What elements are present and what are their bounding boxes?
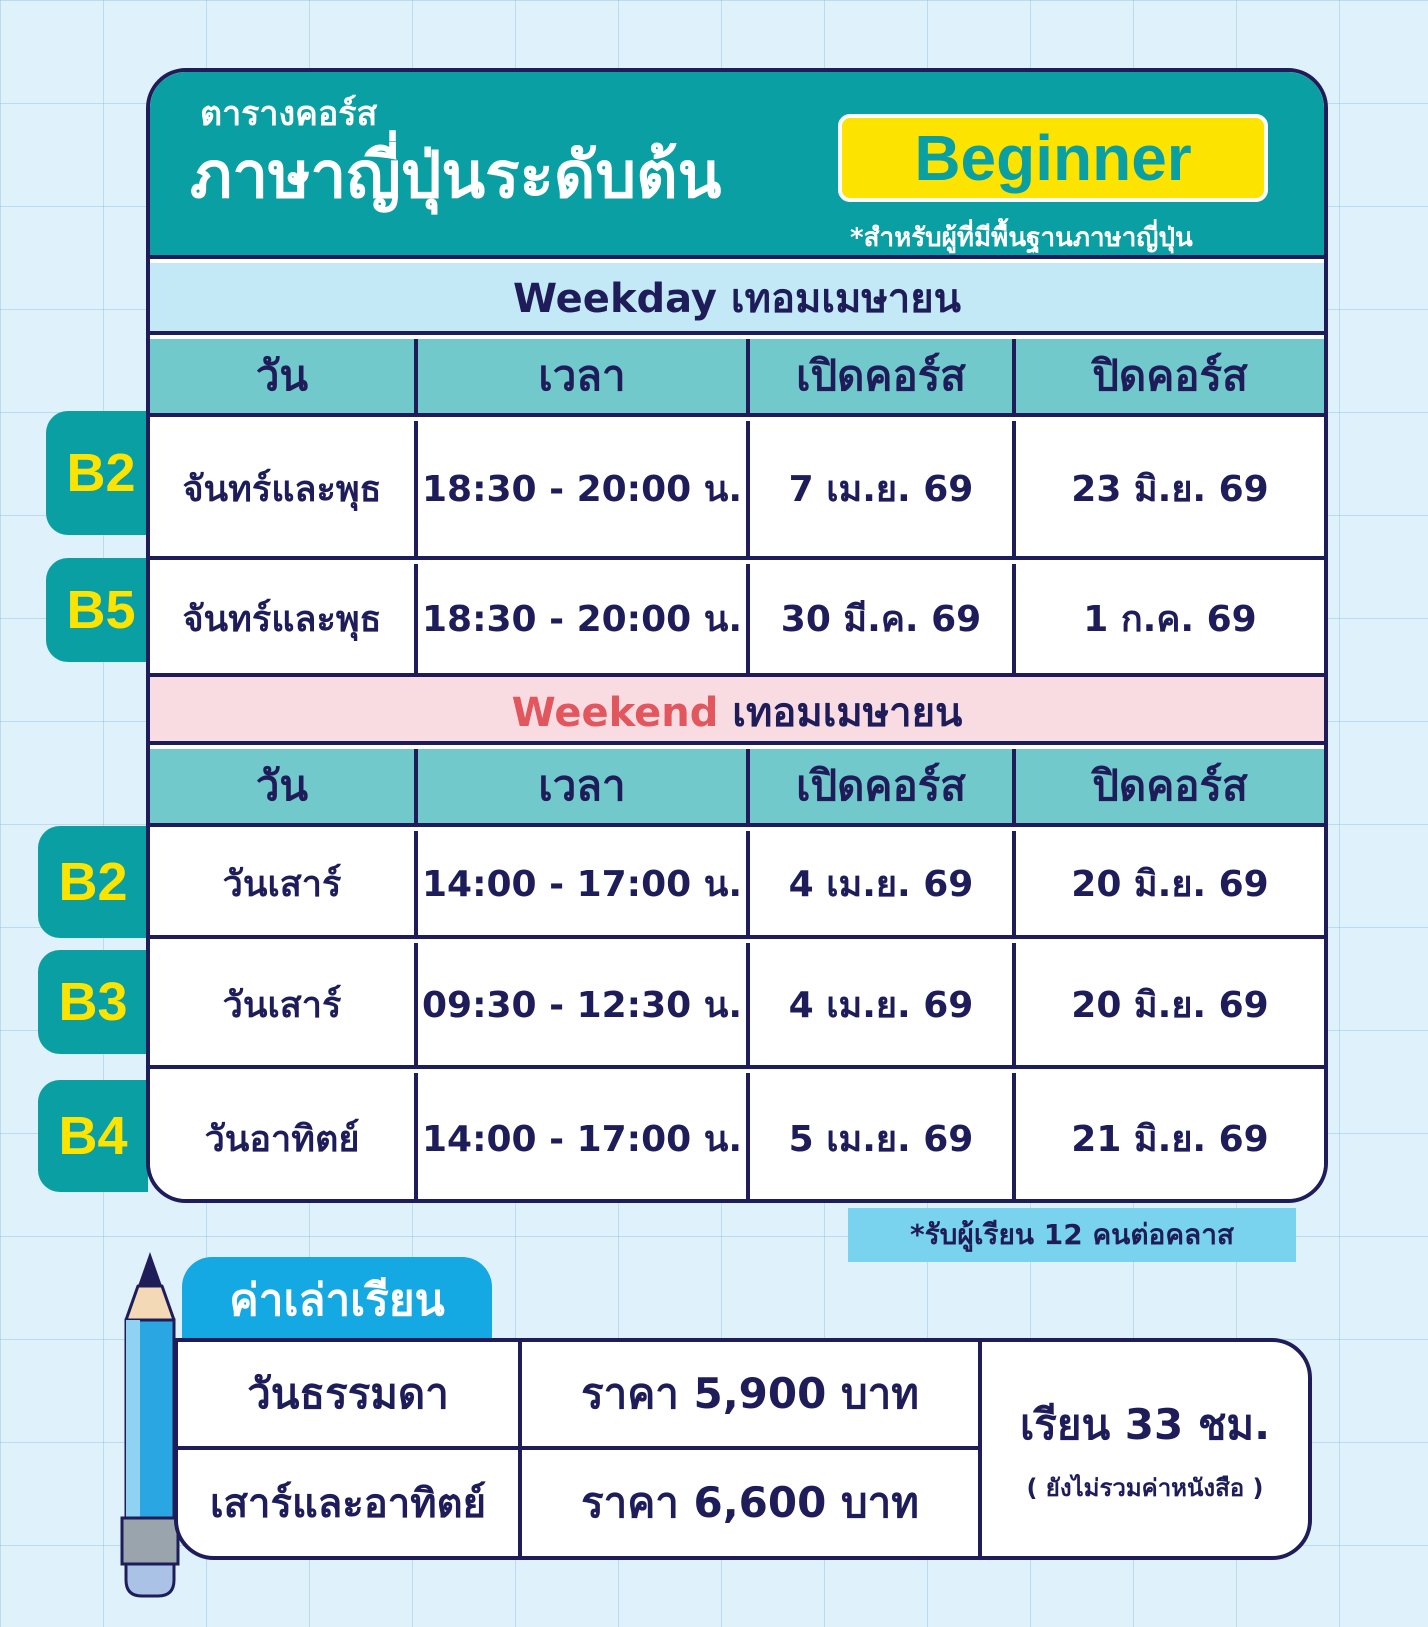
row-open: 4 เม.ย. 69	[746, 943, 1012, 1065]
tuition-price-weekday: ราคา 5,900 บาท	[518, 1342, 978, 1450]
schedule-subtitle: ตารางคอร์ส	[200, 94, 378, 134]
row-day: วันอาทิตย์	[204, 1118, 360, 1160]
weekend-band	[150, 673, 1324, 745]
capacity-note: *รับผู้เรียน 12 คนต่อคลาส	[848, 1208, 1296, 1262]
card-header	[150, 72, 1324, 259]
row-close: 23 มิ.ย. 69	[1012, 421, 1324, 556]
col-day: วัน	[255, 761, 309, 810]
tuition-hours: เรียน 33 ชม.	[1019, 1399, 1271, 1449]
table-row	[150, 564, 1324, 673]
weekend-label-th: เทอมเมษายน	[718, 690, 963, 736]
prerequisite-note: *สำหรับผู้ที่มีพื้นฐานภาษาญี่ปุ่น	[850, 223, 1193, 253]
row-time: 18:30 - 20:00 น.	[414, 564, 746, 673]
col-time: เวลา	[414, 339, 746, 413]
col-close: ปิดคอร์ส	[1012, 749, 1324, 823]
col-open: เปิดคอร์ส	[746, 749, 1012, 823]
weekday-table-header	[150, 339, 1324, 417]
col-day: วัน	[255, 351, 309, 400]
tuition-label-weekday: วันธรรมดา	[178, 1342, 518, 1450]
tuition-price-weekend: ราคา 6,600 บาท	[518, 1450, 978, 1556]
row-time: 18:30 - 20:00 น.	[414, 421, 746, 556]
course-code-tag: B2	[38, 826, 148, 938]
course-code-tag: B4	[38, 1080, 148, 1192]
tuition-hours-note: ( ยังไม่รวมค่าหนังสือ )	[1026, 1473, 1264, 1502]
tuition-tab: ค่าเล่าเรียน	[182, 1257, 492, 1343]
row-day: วันเสาร์	[222, 863, 342, 905]
row-day: วันเสาร์	[222, 984, 342, 1026]
tuition-label-weekend: เสาร์และอาทิตย์	[209, 1481, 487, 1527]
table-row	[150, 943, 1324, 1069]
row-close: 21 มิ.ย. 69	[1012, 1073, 1324, 1203]
tuition-hours-block	[978, 1342, 1308, 1556]
row-time: 14:00 - 17:00 น.	[414, 831, 746, 935]
weekend-table-header	[150, 749, 1324, 827]
tuition-table	[174, 1338, 1312, 1560]
row-open: 7 เม.ย. 69	[746, 421, 1012, 556]
table-row	[150, 1073, 1324, 1203]
row-close: 20 มิ.ย. 69	[1012, 943, 1324, 1065]
col-time: เวลา	[414, 749, 746, 823]
schedule-card	[146, 68, 1328, 1203]
col-close: ปิดคอร์ส	[1012, 339, 1324, 413]
row-open: 5 เม.ย. 69	[746, 1073, 1012, 1203]
row-close: 20 มิ.ย. 69	[1012, 831, 1324, 935]
row-open: 30 มี.ค. 69	[746, 564, 1012, 673]
course-code-tag: B2	[46, 411, 156, 535]
weekend-label-en: Weekend	[511, 690, 719, 736]
row-close: 1 ก.ค. 69	[1012, 564, 1324, 673]
row-open: 4 เม.ย. 69	[746, 831, 1012, 935]
row-time: 14:00 - 17:00 น.	[414, 1073, 746, 1203]
level-badge: Beginner	[838, 114, 1268, 202]
page-title: ภาษาญี่ปุ่นระดับต้น	[190, 139, 722, 213]
table-row	[150, 421, 1324, 560]
pencil-icon	[118, 1250, 182, 1600]
course-code-tag: B3	[38, 950, 148, 1054]
row-day: จันทร์และพุธ	[182, 599, 382, 640]
weekday-band: Weekday เทอมเมษายน	[150, 263, 1324, 335]
course-code-tag: B5	[46, 558, 156, 662]
col-open: เปิดคอร์ส	[746, 339, 1012, 413]
row-time: 09:30 - 12:30 น.	[414, 943, 746, 1065]
table-row	[150, 831, 1324, 939]
row-day: จันทร์และพุธ	[182, 469, 382, 510]
